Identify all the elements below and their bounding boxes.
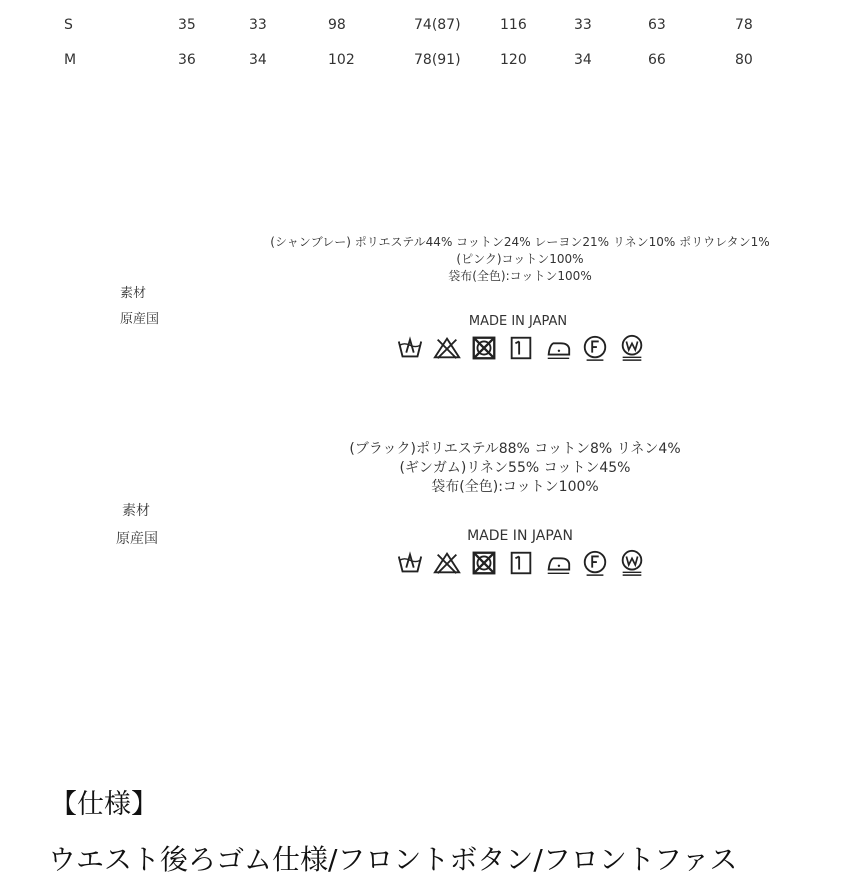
size-value: 34 xyxy=(574,52,592,68)
material-line: (ブラック)ポリエステル88% コットン8% リネン4% xyxy=(349,441,681,457)
material-label: 素材 xyxy=(120,286,147,301)
size-value: 74(87) xyxy=(414,17,461,33)
size-value: 36 xyxy=(178,52,196,68)
no-bleach-icon xyxy=(433,334,461,362)
wet-clean-w-icon xyxy=(618,549,646,577)
material-line: (ピンク)コットン100% xyxy=(456,252,584,266)
size-row-s xyxy=(0,17,868,41)
material-composition xyxy=(300,440,730,497)
care-icons-row xyxy=(396,549,646,577)
hand-wash-icon xyxy=(396,549,424,577)
low-iron-icon xyxy=(544,549,572,577)
material-line: 袋布(全色):コットン100% xyxy=(448,269,592,283)
material-line: (ギンガム)リネン55% コットン45% xyxy=(399,460,631,476)
size-value: 98 xyxy=(328,17,346,33)
spec-heading: 【仕様】 xyxy=(50,789,158,820)
material-side-labels xyxy=(120,281,159,333)
size-value: 33 xyxy=(249,17,267,33)
size-value: 78 xyxy=(735,17,753,33)
origin-text: MADE IN JAPAN xyxy=(467,528,573,544)
origin-label: 原産国 xyxy=(120,312,160,327)
size-value: 66 xyxy=(648,52,666,68)
wet-clean-w-icon xyxy=(618,334,646,362)
dry-clean-f-icon xyxy=(581,549,609,577)
size-value: 34 xyxy=(249,52,267,68)
no-bleach-icon xyxy=(433,549,461,577)
size-value: 33 xyxy=(574,17,592,33)
material-label: 素材 xyxy=(122,503,150,519)
spec-body: ウエスト後ろゴム仕様/フロントボタン/フロントファス xyxy=(48,843,738,876)
material-composition xyxy=(220,234,820,285)
size-row-m xyxy=(0,52,868,76)
size-value: 80 xyxy=(735,52,753,68)
size-value: 63 xyxy=(648,17,666,33)
hand-wash-icon xyxy=(396,334,424,362)
size-value: 78(91) xyxy=(414,52,461,68)
line-dry-icon xyxy=(507,549,535,577)
size-value: 120 xyxy=(500,52,527,68)
no-tumble-dry-icon xyxy=(470,549,498,577)
size-value: 102 xyxy=(328,52,355,68)
material-side-labels xyxy=(116,497,158,553)
care-icons-row xyxy=(396,334,646,362)
size-value: 116 xyxy=(500,17,527,33)
dry-clean-f-icon xyxy=(581,334,609,362)
material-line: 袋布(全色):コットン100% xyxy=(431,479,599,495)
line-dry-icon xyxy=(507,334,535,362)
low-iron-icon xyxy=(544,334,572,362)
material-line: (シャンブレー) ポリエステル44% コットン24% レーヨン21% リネン10% ポリウレタン1% xyxy=(270,235,770,249)
size-label: S xyxy=(64,17,73,33)
size-value: 35 xyxy=(178,17,196,33)
origin-text: MADE IN JAPAN xyxy=(468,314,568,329)
no-tumble-dry-icon xyxy=(470,334,498,362)
origin-label: 原産国 xyxy=(116,531,158,547)
size-label: M xyxy=(64,52,77,68)
